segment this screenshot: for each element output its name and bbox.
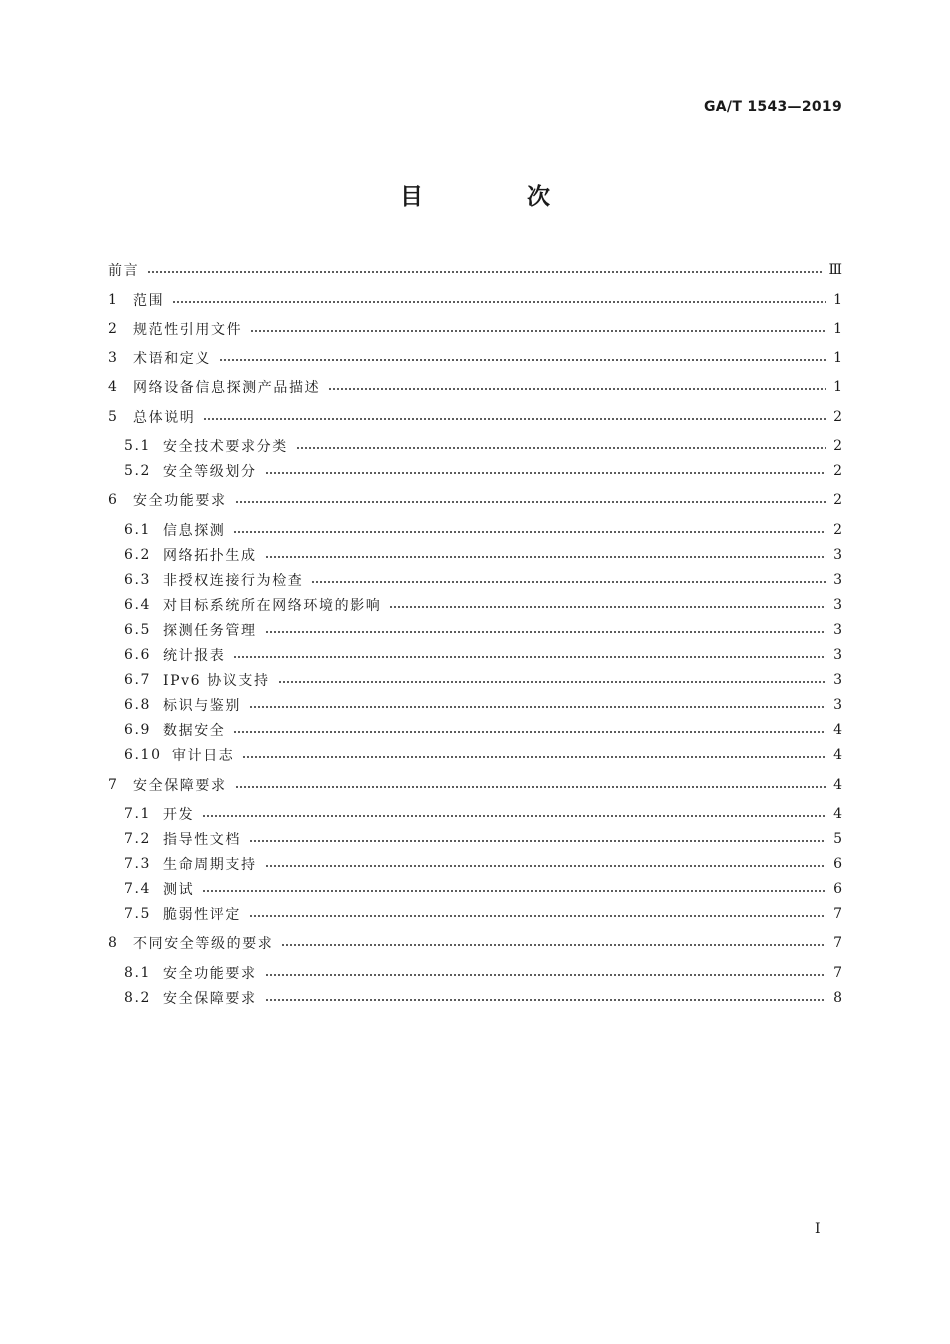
toc-entry-label: 不同安全等级的要求	[133, 936, 274, 952]
toc-entry-label: 网络拓扑生成	[163, 548, 257, 564]
toc-entry[interactable]	[124, 803, 842, 825]
toc-entry[interactable]	[124, 828, 842, 850]
toc-entry-number: 2	[108, 321, 119, 337]
toc-entry-number: 6.4	[124, 597, 152, 613]
dot-leader	[328, 388, 826, 390]
toc-entry[interactable]	[124, 903, 842, 925]
toc-entry-label: 安全保障要求	[133, 778, 227, 794]
toc-entry-label: 数据安全	[163, 723, 226, 739]
toc-entry[interactable]	[124, 519, 842, 541]
toc-entry-label: 审计日志	[172, 748, 235, 764]
toc-entry[interactable]	[108, 259, 842, 281]
toc-entry-page: 3	[833, 647, 842, 663]
toc-entry-number: 6.6	[124, 647, 152, 663]
dot-leader	[265, 472, 826, 474]
toc-entry-label: 测试	[163, 882, 195, 898]
toc-entry-label: 总体说明	[133, 410, 196, 426]
toc-entry-label: 术语和定义	[133, 351, 211, 367]
toc-entry[interactable]	[124, 987, 842, 1009]
dot-leader	[265, 999, 826, 1001]
dot-leader	[233, 531, 826, 533]
toc-entry-page: 1	[833, 292, 842, 308]
toc-entry-label: 安全技术要求分类	[163, 439, 288, 455]
dot-leader	[265, 631, 826, 633]
toc-entry-page: 4	[833, 722, 842, 738]
toc-entry-page: 2	[833, 463, 842, 479]
toc-entry[interactable]	[108, 289, 842, 311]
toc-entry-number: 7	[108, 777, 119, 793]
toc-entry-page: 4	[833, 777, 842, 793]
toc-entry-number: 5	[108, 409, 119, 425]
toc-entry-label: IPv6 协议支持	[163, 673, 270, 689]
toc-entry-page: 1	[833, 350, 842, 366]
toc-entry-page: 7	[833, 965, 842, 981]
dot-leader	[202, 890, 826, 892]
toc-entry-page: 4	[833, 747, 842, 763]
toc-entry[interactable]	[124, 544, 842, 566]
toc-entry-number: 8	[108, 935, 119, 951]
toc-entry[interactable]	[124, 878, 842, 900]
toc-entry-number: 4	[108, 379, 119, 395]
dot-leader	[311, 581, 826, 583]
toc-entry-page: 7	[833, 935, 842, 951]
toc-entry-page: 2	[833, 409, 842, 425]
toc-entry[interactable]	[124, 435, 842, 457]
toc-entry[interactable]	[124, 669, 842, 691]
toc-entry[interactable]	[108, 932, 842, 954]
toc-entry-number: 8.2	[124, 990, 152, 1006]
toc-entry-number: 6.1	[124, 522, 152, 538]
toc-entry-page: Ⅲ	[828, 262, 842, 278]
toc-entry-page: 6	[833, 881, 842, 897]
dot-leader	[203, 418, 826, 420]
page-number: I	[815, 1221, 821, 1237]
dot-leader	[265, 865, 826, 867]
dot-leader	[265, 974, 826, 976]
dot-leader	[219, 359, 826, 361]
toc-entry[interactable]	[124, 644, 842, 666]
toc-entry-label: 脆弱性评定	[163, 907, 241, 923]
toc-entry-number: 6.3	[124, 572, 152, 588]
toc-entry-page: 2	[833, 438, 842, 454]
toc-entry-number: 1	[108, 292, 119, 308]
toc-entry-label: 统计报表	[163, 648, 226, 664]
toc-entry[interactable]	[108, 376, 842, 398]
toc-entry[interactable]	[108, 318, 842, 340]
toc-entry-label: 指导性文档	[163, 832, 241, 848]
toc-entry-number: 7.2	[124, 831, 152, 847]
toc-entry-page: 7	[833, 906, 842, 922]
document-code: GA/T 1543—2019	[704, 99, 842, 115]
dot-leader	[235, 501, 826, 503]
toc-entry[interactable]	[124, 962, 842, 984]
toc-entry-label: 探测任务管理	[163, 623, 257, 639]
page-title: 目 次	[399, 183, 598, 210]
toc-entry-number: 5.2	[124, 463, 152, 479]
dot-leader	[281, 944, 826, 946]
toc-entry-page: 3	[833, 547, 842, 563]
toc-entry-number: 5.1	[124, 438, 152, 454]
toc-entry-number: 6.5	[124, 622, 152, 638]
toc-entry-label: 规范性引用文件	[133, 322, 243, 338]
dot-leader	[147, 271, 822, 273]
toc-entry[interactable]	[124, 744, 842, 766]
toc-entry-number: 3	[108, 350, 119, 366]
toc-entry-number: 6	[108, 492, 119, 508]
toc-entry-number: 7.3	[124, 856, 152, 872]
toc-entry-page: 1	[833, 379, 842, 395]
toc-entry-number: 6.9	[124, 722, 152, 738]
toc-entry-page: 3	[833, 572, 842, 588]
toc-entry[interactable]	[108, 347, 842, 369]
toc-entry-number: 7.4	[124, 881, 152, 897]
toc-entry-page: 2	[833, 492, 842, 508]
toc-entry-page: 3	[833, 672, 842, 688]
toc-entry-number: 6.10	[124, 747, 162, 763]
toc-entry-page: 1	[833, 321, 842, 337]
toc-entry-page: 6	[833, 856, 842, 872]
toc-entry-label: 开发	[163, 807, 195, 823]
dot-leader	[249, 706, 826, 708]
toc-entry-number: 8.1	[124, 965, 152, 981]
toc-entry[interactable]	[108, 774, 842, 796]
toc-entry-page: 8	[833, 990, 842, 1006]
toc-entry-number: 6.7	[124, 672, 152, 688]
toc-entry-label: 安全保障要求	[163, 991, 257, 1007]
toc-entry[interactable]	[124, 594, 842, 616]
toc-entry[interactable]	[124, 719, 842, 741]
dot-leader	[233, 731, 826, 733]
toc-entry-label: 范围	[133, 293, 165, 309]
toc-entry[interactable]	[124, 460, 842, 482]
dot-leader	[242, 756, 826, 758]
toc-entry-label: 前言	[108, 263, 140, 279]
table-of-contents	[108, 0, 842, 1100]
dot-leader	[250, 330, 826, 332]
toc-entry-page: 3	[833, 622, 842, 638]
toc-entry-label: 安全等级划分	[163, 464, 257, 480]
toc-entry-page: 3	[833, 597, 842, 613]
toc-entry[interactable]	[124, 694, 842, 716]
dot-leader	[249, 840, 826, 842]
dot-leader	[249, 915, 826, 917]
dot-leader	[202, 815, 826, 817]
toc-entry[interactable]	[124, 619, 842, 641]
toc-entry-page: 5	[833, 831, 842, 847]
toc-entry-label: 对目标系统所在网络环境的影响	[163, 598, 382, 614]
toc-entry-label: 网络设备信息探测产品描述	[133, 380, 321, 396]
toc-entry-number: 6.2	[124, 547, 152, 563]
toc-entry-label: 安全功能要求	[133, 493, 227, 509]
toc-entry-number: 6.8	[124, 697, 152, 713]
toc-entry-page: 2	[833, 522, 842, 538]
dot-leader	[265, 556, 826, 558]
toc-entry-label: 非授权连接行为检查	[163, 573, 304, 589]
toc-entry[interactable]	[124, 853, 842, 875]
dot-leader	[296, 447, 826, 449]
dot-leader	[233, 656, 826, 658]
toc-entry-page: 3	[833, 697, 842, 713]
toc-entry-number: 7.1	[124, 806, 152, 822]
dot-leader	[172, 301, 826, 303]
toc-entry-number: 7.5	[124, 906, 152, 922]
toc-entry-page: 4	[833, 806, 842, 822]
dot-leader	[389, 606, 826, 608]
toc-entry[interactable]	[108, 489, 842, 511]
toc-entry[interactable]	[124, 569, 842, 591]
toc-entry-label: 生命周期支持	[163, 857, 257, 873]
toc-entry[interactable]	[108, 406, 842, 428]
toc-entry-label: 标识与鉴别	[163, 698, 241, 714]
toc-entry-label: 信息探测	[163, 523, 226, 539]
toc-entry-label: 安全功能要求	[163, 966, 257, 982]
dot-leader	[278, 681, 826, 683]
dot-leader	[235, 786, 826, 788]
